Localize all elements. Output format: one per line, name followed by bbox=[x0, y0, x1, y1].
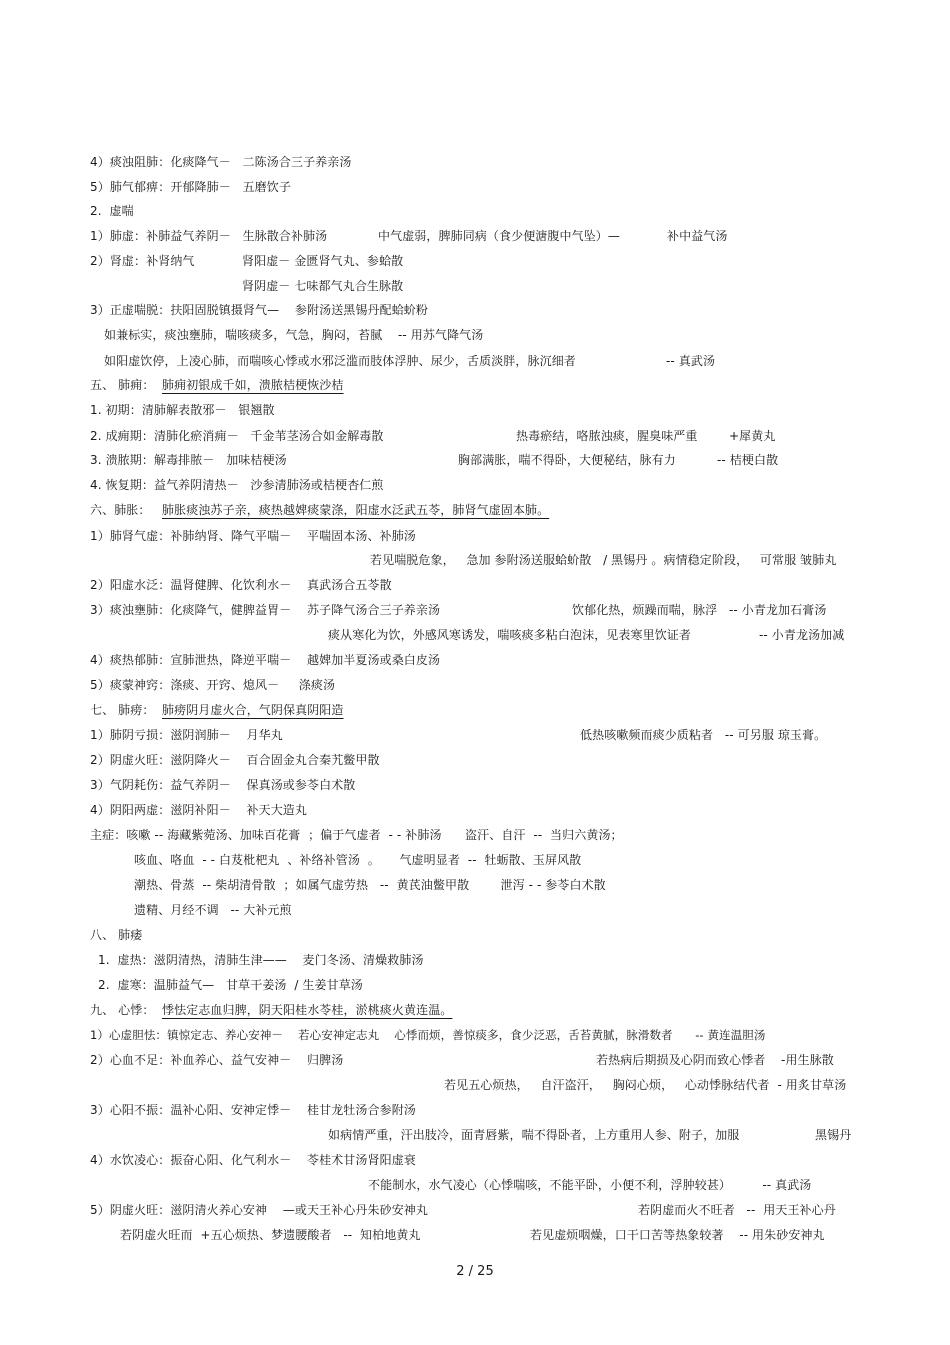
text-line: 4）痰热郁肺：宣肺泄热，降逆平喘－ 越婢加半夏汤或桑白皮汤 bbox=[90, 653, 441, 667]
text-line: 1）肺阴亏损：滋阴润肺－ 月华丸 bbox=[90, 728, 283, 742]
text-line: 2）肾虚：补肾纳气 bbox=[90, 254, 195, 268]
text-line: 1. 初期：清肺解表散邪－ 银翘散 bbox=[90, 403, 275, 417]
mnemonic-line: 肺痈初银成千如，溃脓桔梗恢沙桔 bbox=[162, 378, 344, 392]
text-line: 若阴虚而火不旺者 -- 用天王补心丹 bbox=[638, 1203, 836, 1217]
text-line: 痰从寒化为饮，外感风寒诱发，喘咳痰多粘白泡沫，见表寒里饮证者 bbox=[328, 628, 692, 642]
mnemonic-line: 肺痨阴月虚火合，气阴保真阴阳造 bbox=[162, 703, 344, 717]
text-line: 1）肺肾气虚：补肺纳肾、降气平喘－ 平喘固本汤、补肺汤 bbox=[90, 529, 416, 543]
text-line: 如病情严重，汗出肢冷，面青唇紫，喘不得卧者，上方重用人参、附子，加服 bbox=[328, 1128, 740, 1142]
text-line: 中气虚弱，脾肺同病（食少便溏腹中气坠）— bbox=[378, 229, 621, 243]
text-line: 肾阳虚－ 金匮肾气丸、参蛤散 bbox=[242, 254, 404, 268]
text-line: 1）肺虚：补肺益气养阴－ 生脉散合补肺汤 bbox=[90, 229, 328, 243]
text-line: 2）心血不足：补血养心、益气安神－ 归脾汤 bbox=[90, 1053, 344, 1067]
text-line: 如阳虚饮停，上凌心肺，而喘咳心悸或水邪泛滥而肢体浮肿、尿少，舌质淡胖，脉沉细者 bbox=[104, 354, 576, 368]
text-line: 4）痰浊阻肺：化痰降气－ 二陈汤合三子养亲汤 bbox=[90, 155, 352, 169]
text-line: 2. 虚喘 bbox=[90, 204, 134, 218]
text-line: 热毒瘀结，咯脓浊痰，腥臭味严重 bbox=[516, 429, 698, 443]
text-line: 5）阴虚火旺：滋阴清火养心安神 —或天王补心丹朱砂安神丸 bbox=[90, 1203, 428, 1217]
section-heading: 七、 肺痨： bbox=[90, 703, 155, 717]
text-line: 主症：咳嗽 -- 海藏紫菀汤、加味百花膏 ；偏于气虚者 - - 补肺汤 盗汗、自汗 -- 当归六黄汤； bbox=[90, 828, 623, 842]
text-line: 若阴虚火旺而 +五心烦热、梦遗腰酸者 -- 知柏地黄丸 bbox=[120, 1228, 421, 1242]
text-line: 若热病后期损及心阴而致心悸者 -用生脉散 bbox=[596, 1053, 834, 1067]
text-line: +犀黄丸 bbox=[729, 429, 776, 443]
page-number: 2 / 25 bbox=[456, 1264, 494, 1279]
text-line: 2. 成痈期：清肺化瘀消痈－ 千金苇茎汤合如金解毒散 bbox=[90, 429, 384, 443]
section-heading: 八、 肺痿 bbox=[90, 928, 143, 942]
text-line: 咳血、咯血 - - 白芨枇杷丸 、补络补管汤 。 气虚明显者 -- 牡蛎散、玉屏风散 bbox=[134, 853, 582, 867]
text-line: 不能制水，水气凌心（心悸喘咳，不能平卧，小便不利，浮肿较甚） -- 真武汤 bbox=[368, 1178, 812, 1192]
text-line: 潮热、骨蒸 -- 柴胡清骨散 ；如属气虚劳热 -- 黄芪油鳖甲散 泄泻 - - 参苓白术散 bbox=[134, 878, 606, 892]
text-line: -- 小青龙汤加减 bbox=[759, 628, 845, 642]
text-line: 3. 溃脓期：解毒排脓－ 加味桔梗汤 bbox=[90, 453, 287, 467]
text-line: 补中益气汤 bbox=[667, 229, 728, 243]
text-line: -- 桔梗白散 bbox=[717, 453, 779, 467]
text-line: 黑锡丹 bbox=[815, 1128, 852, 1142]
mnemonic-line: 悸怯定志血归脾，阴天阳桂水苓桂，淤桃痰火黄连温。 bbox=[162, 1003, 453, 1017]
text-line: 饮郁化热，烦躁而喘，脉浮 -- 小青龙加石膏汤 bbox=[572, 603, 827, 617]
text-line: 若见喘脱危象， 急加 参附汤送服蛤蚧散 / 黑锡丹 。病情稳定阶段， 可常服 皱肺丸 bbox=[370, 553, 837, 567]
text-line: 4）水饮凌心：振奋心阳、化气利水－ 苓桂术甘汤肾阳虚衰 bbox=[90, 1153, 416, 1167]
mnemonic-line: 肺胀痰浊苏子亲，痰热越婢痰蒙涤，阳虚水泛武五苓，肺肾气虚固本肺。 bbox=[162, 503, 550, 517]
text-line: 2. 虚寒：温肺益气— 甘草干姜汤 / 生姜甘草汤 bbox=[98, 978, 363, 992]
section-heading: 九、 心悸： bbox=[90, 1003, 155, 1017]
text-line: 3）心阳不振：温补心阳、安神定悸－ 桂甘龙牡汤合参附汤 bbox=[90, 1103, 416, 1117]
section-heading: 五、 肺痈： bbox=[90, 378, 155, 392]
text-line: 1. 虚热：滋阴清热，清肺生津—— 麦门冬汤、清燥救肺汤 bbox=[98, 953, 424, 967]
text-line: 低热咳嗽频而痰少质粘者 -- 可另服 琼玉膏。 bbox=[580, 728, 827, 742]
text-line: 2）阳虚水泛：温肾健脾、化饮利水－ 真武汤合五苓散 bbox=[90, 578, 392, 592]
text-line: 5）痰蒙神窍：涤痰、开窍、熄风－ 涤痰汤 bbox=[90, 678, 336, 692]
text-line: 5）肺气郁痹：开郁降肺－ 五磨饮子 bbox=[90, 180, 291, 194]
text-line: 如兼标实，痰浊壅肺，喘咳痰多，气急，胸闷，苔腻 -- 用苏气降气汤 bbox=[104, 328, 484, 342]
text-line: 3）气阴耗伤：益气养阴－ 保真汤或参苓白术散 bbox=[90, 778, 356, 792]
text-line: 4. 恢复期：益气养阴清热－ 沙参清肺汤或桔梗杏仁煎 bbox=[90, 478, 384, 492]
text-line: 胸部满胀，喘不得卧，大便秘结，脉有力 bbox=[458, 453, 676, 467]
text-line: 3）痰浊壅肺：化痰降气，健脾益胃－ 苏子降气汤合三子养亲汤 bbox=[90, 603, 441, 617]
text-line: 遗精、月经不调 -- 大补元煎 bbox=[134, 903, 292, 917]
text-line: 2）阴虚火旺：滋阴降火－ 百合固金丸合秦艽鳖甲散 bbox=[90, 753, 380, 767]
text-line: 3）正虚喘脱：扶阳固脱镇摄肾气— 参附汤送黑锡丹配蛤蚧粉 bbox=[90, 303, 428, 317]
text-line: 若见五心烦热， 自汗盗汗， 胸闷心烦， 心动悸脉结代者 - 用炙甘草汤 bbox=[444, 1078, 847, 1092]
text-line: 4）阴阳两虚：滋阴补阳－ 补天大造丸 bbox=[90, 803, 307, 817]
section-heading: 六、肺胀： bbox=[90, 503, 151, 517]
text-line: -- 真武汤 bbox=[666, 354, 716, 368]
text-line: 若见虚烦咽燥，口干口苦等热象较著 -- 用朱砂安神丸 bbox=[530, 1228, 825, 1242]
text-line: 1）心虚胆怯：镇惊定志、养心安神－ 若心安神定志丸 心悸而烦，善惊痰多，食少泛恶，舌苔黄腻，脉滑数者 -- 黄连温胆汤 bbox=[90, 1028, 766, 1042]
text-line: 肾阴虚－ 七味都气丸合生脉散 bbox=[242, 279, 404, 293]
